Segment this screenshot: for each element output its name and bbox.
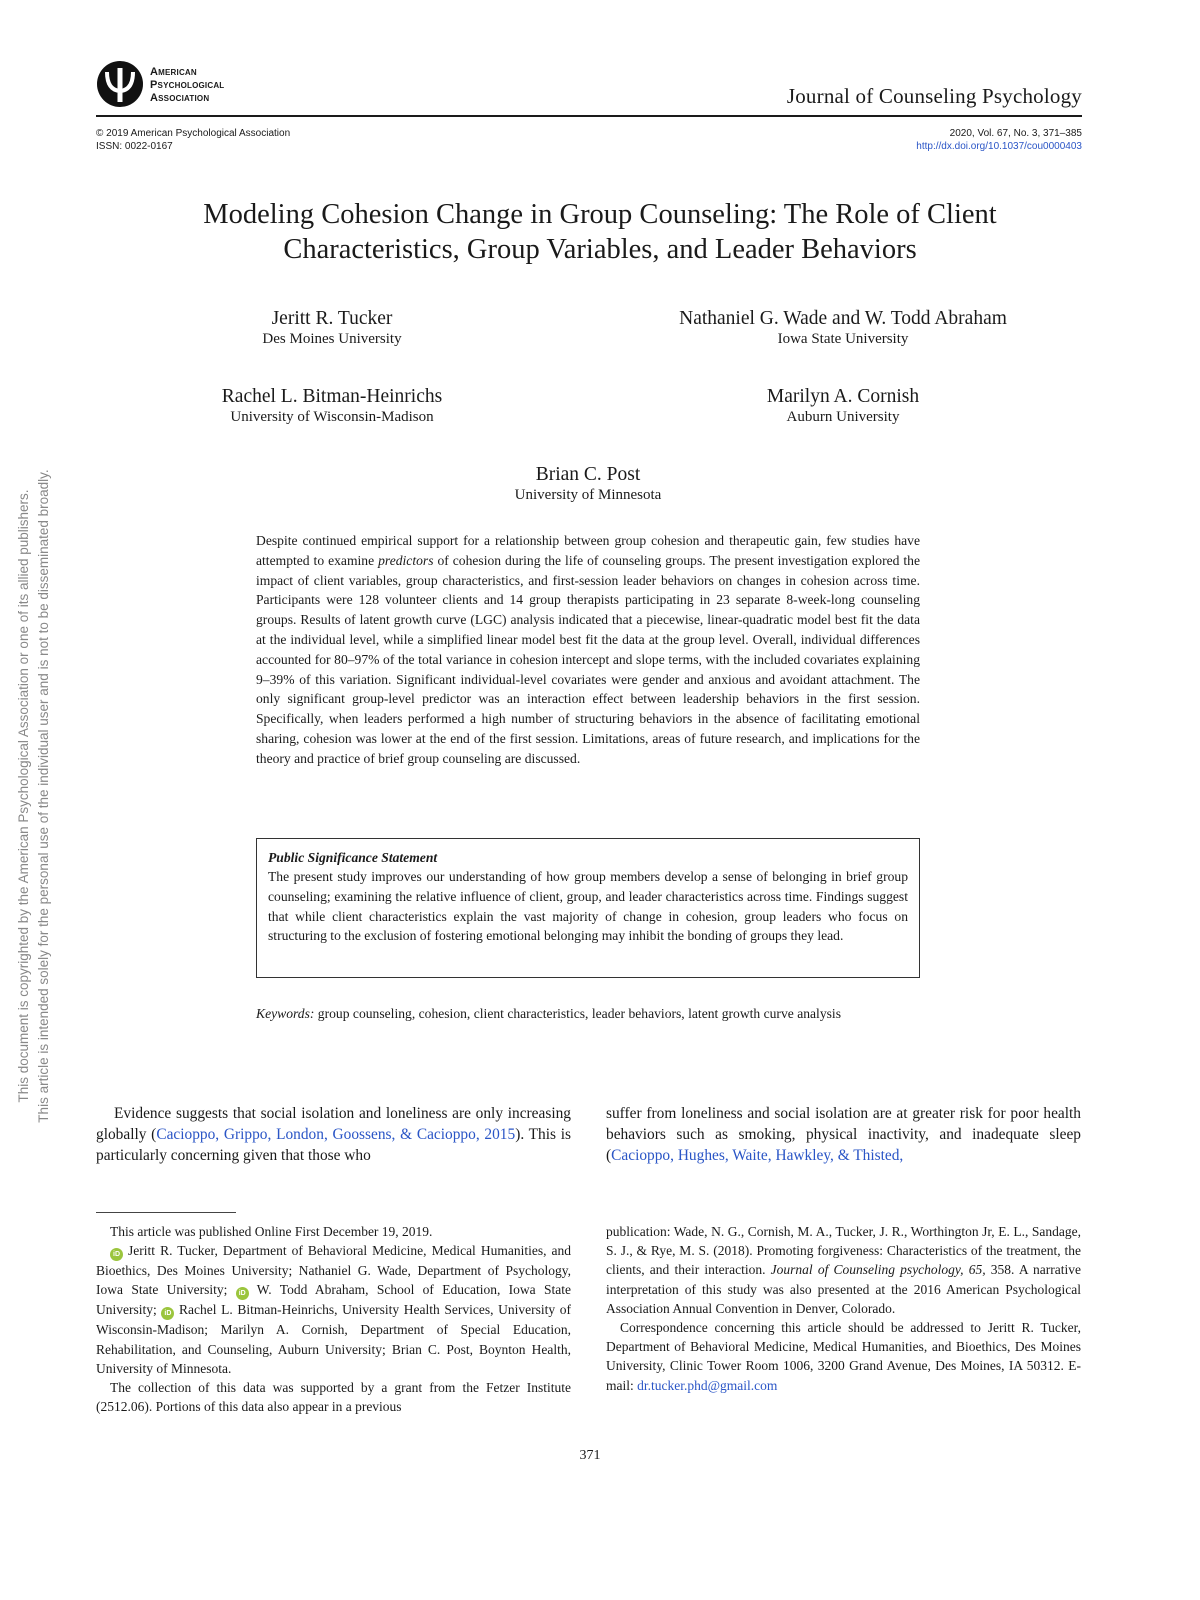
author-affiliation: Iowa State University (777, 331, 909, 347)
author-name: Nathaniel G. Wade and W. Todd Abraham (679, 308, 1007, 329)
journal-name: Journal of Counseling Psychology (786, 84, 1082, 108)
citation-link[interactable]: Cacioppo, Grippo, London, Goossens, & Cacioppo, 2015 (156, 1126, 516, 1143)
author-block (72, 386, 592, 427)
page-number: 371 (579, 1448, 601, 1463)
doi-link[interactable]: http://dx.doi.org/10.1037/cou0000403 (916, 141, 1082, 152)
affiliation-note: iD Jeritt R. Tucker, Department of Behavioral Medicine, Medical Humanities, and Bioethics, Des Moines University; Nathaniel G. Wade, Department of Psychology, Iowa State University; iD W. Todd Abraham, School of Education, Iowa State University; iD Rachel L. Bitman-Heinrichs, University Health Services, University of Wisconsin-Madison; Marilyn A. Cornish, Department of Special Education, Rehabilitation, and Counseling, Auburn University; Brian C. Post, Boynton Health, University of Minnesota. (96, 1243, 572, 1376)
significance-text: The present study improves our understanding of how group members develop a sense of belonging in brief group counseling; examining the relative influence of client, group, and leader characteristics across time. Findings suggest that while client characteristics explain the vast majority of change in cohesion, group leaders who focus on structuring to the exclusion of fostering emotional belonging may inhibit the bonding of groups they lead. (268, 869, 908, 944)
email-link[interactable]: dr.tucker.phd@gmail.com (637, 1377, 778, 1393)
citation-link[interactable]: Cacioppo, Hughes, Waite, Hawkley, & Thisted, (611, 1147, 904, 1164)
citation: 2020, Vol. 67, No. 3, 371–385 (949, 128, 1082, 139)
body-column-left: Evidence suggests that social isolation and loneliness are only increasing globally (Cacioppo, Grippo, London, Goossens, & Cacioppo, 2015). This is particularly concerning given that those who (96, 1105, 571, 1164)
orcid-icon[interactable]: iD (161, 1307, 174, 1320)
author-block (328, 464, 848, 505)
footnote-rule (96, 1212, 236, 1213)
author-block (72, 308, 592, 349)
orcid-icon[interactable]: iD (236, 1287, 249, 1300)
author-affiliation: Des Moines University (262, 331, 402, 347)
publisher-name: American Psychological Association (150, 66, 225, 104)
citation-block (916, 127, 1082, 153)
publication-note: This article was published Online First December 19, 2019. (110, 1224, 433, 1239)
copyright: © 2019 American Psychological Association (96, 128, 291, 139)
keywords: Keywords: group counseling, cohesion, client characteristics, leader behaviors, latent growth curve analysis (256, 1006, 841, 1021)
apa-logo (96, 60, 144, 108)
orcid-icon[interactable]: iD (110, 1248, 123, 1261)
significance-heading: Public Significance Statement (268, 850, 438, 865)
author-name: Jeritt R. Tucker (271, 308, 393, 329)
issn: ISSN: 0022-0167 (96, 141, 173, 152)
author-name: Marilyn A. Cornish (766, 386, 920, 407)
author-affiliation: University of Wisconsin-Madison (230, 409, 434, 425)
header-rule (96, 115, 1082, 117)
previous-publication-note: publication: Wade, N. G., Cornish, M. A., Tucker, J. R., Worthington Jr, E. L., Sandage, S. J., & Rye, M. S. (2018). Promoting forgiveness: Characteristics of the treatment, the clients, and their interaction. Journal of Counseling psychology, 65, 358. A narrative interpretation of this study was also presented at the 2016 American Psychological Association Annual Convention in Denver, Colorado. (606, 1224, 1081, 1316)
footnotes-left (96, 1222, 571, 1416)
abstract: Despite continued empirical support for a relationship between group cohesion and therapeutic gain, few studies have attempted to examine predictors of cohesion during the life of counseling groups. The present investigation explored the impact of client variables, group characteristics, and first-session leader behaviors on changes in cohesion across time. Participants were 128 volunteer clients and 14 group therapists participating in 23 separate 8-week-long counseling groups. Results of latent growth curve (LGC) analysis indicated that a piecewise, linear-quadratic model best fit the data at the individual level, while a simplified linear model best fit the data at the group level. Overall, individual differences accounted for 80–97% of the total variance in cohesion intercept and slope terms, with the included covariates explaining 9–39% of this variation. Significant individual-level covariates were gender and anxious and avoidant attachment. The only significant group-level predictor was an interaction effect between leadership behaviors in the first session. Specifically, when leaders performed a high number of structuring behaviors in the absence of facilitating emotional sharing, cohesion was lower at the end of the first session. Limitations, areas of future research, and implications for the theory and practice of brief group counseling are discussed. (256, 533, 920, 766)
author-affiliation: Auburn University (786, 409, 900, 425)
public-significance-box (256, 838, 920, 978)
footnotes-right (606, 1222, 1081, 1395)
author-block (583, 386, 1103, 427)
funding-note: The collection of this data was supported by a grant from the Fetzer Institute (2512.06). Portions of this data also appear in a previous (96, 1380, 571, 1415)
copyright-block (96, 127, 290, 153)
author-affiliation: University of Minnesota (514, 487, 662, 503)
author-name: Rachel L. Bitman-Heinrichs (221, 386, 443, 407)
author-name: Brian C. Post (535, 464, 641, 485)
correspondence-note: Correspondence concerning this article should be addressed to Jeritt R. Tucker, Department of Behavioral Medicine, Medical Humanities, and Bioethics, Des Moines University, Clinic Tower Room 1006, 3200 Grand Avenue, Des Moines, IA 50312. E-mail: dr.tucker.phd@gmail.com (606, 1320, 1081, 1393)
author-block (583, 308, 1103, 349)
body-column-right: suffer from loneliness and social isolation are at greater risk for poor health behaviors such as smoking, physical inactivity, and inadequate sleep (Cacioppo, Hughes, Waite, Hawkley, & Thisted, (606, 1105, 1081, 1164)
article-title: Modeling Cohesion Change in Group Counseling: The Role of Client Characteristics, Group Variables, and Leader Behaviors (203, 199, 997, 265)
